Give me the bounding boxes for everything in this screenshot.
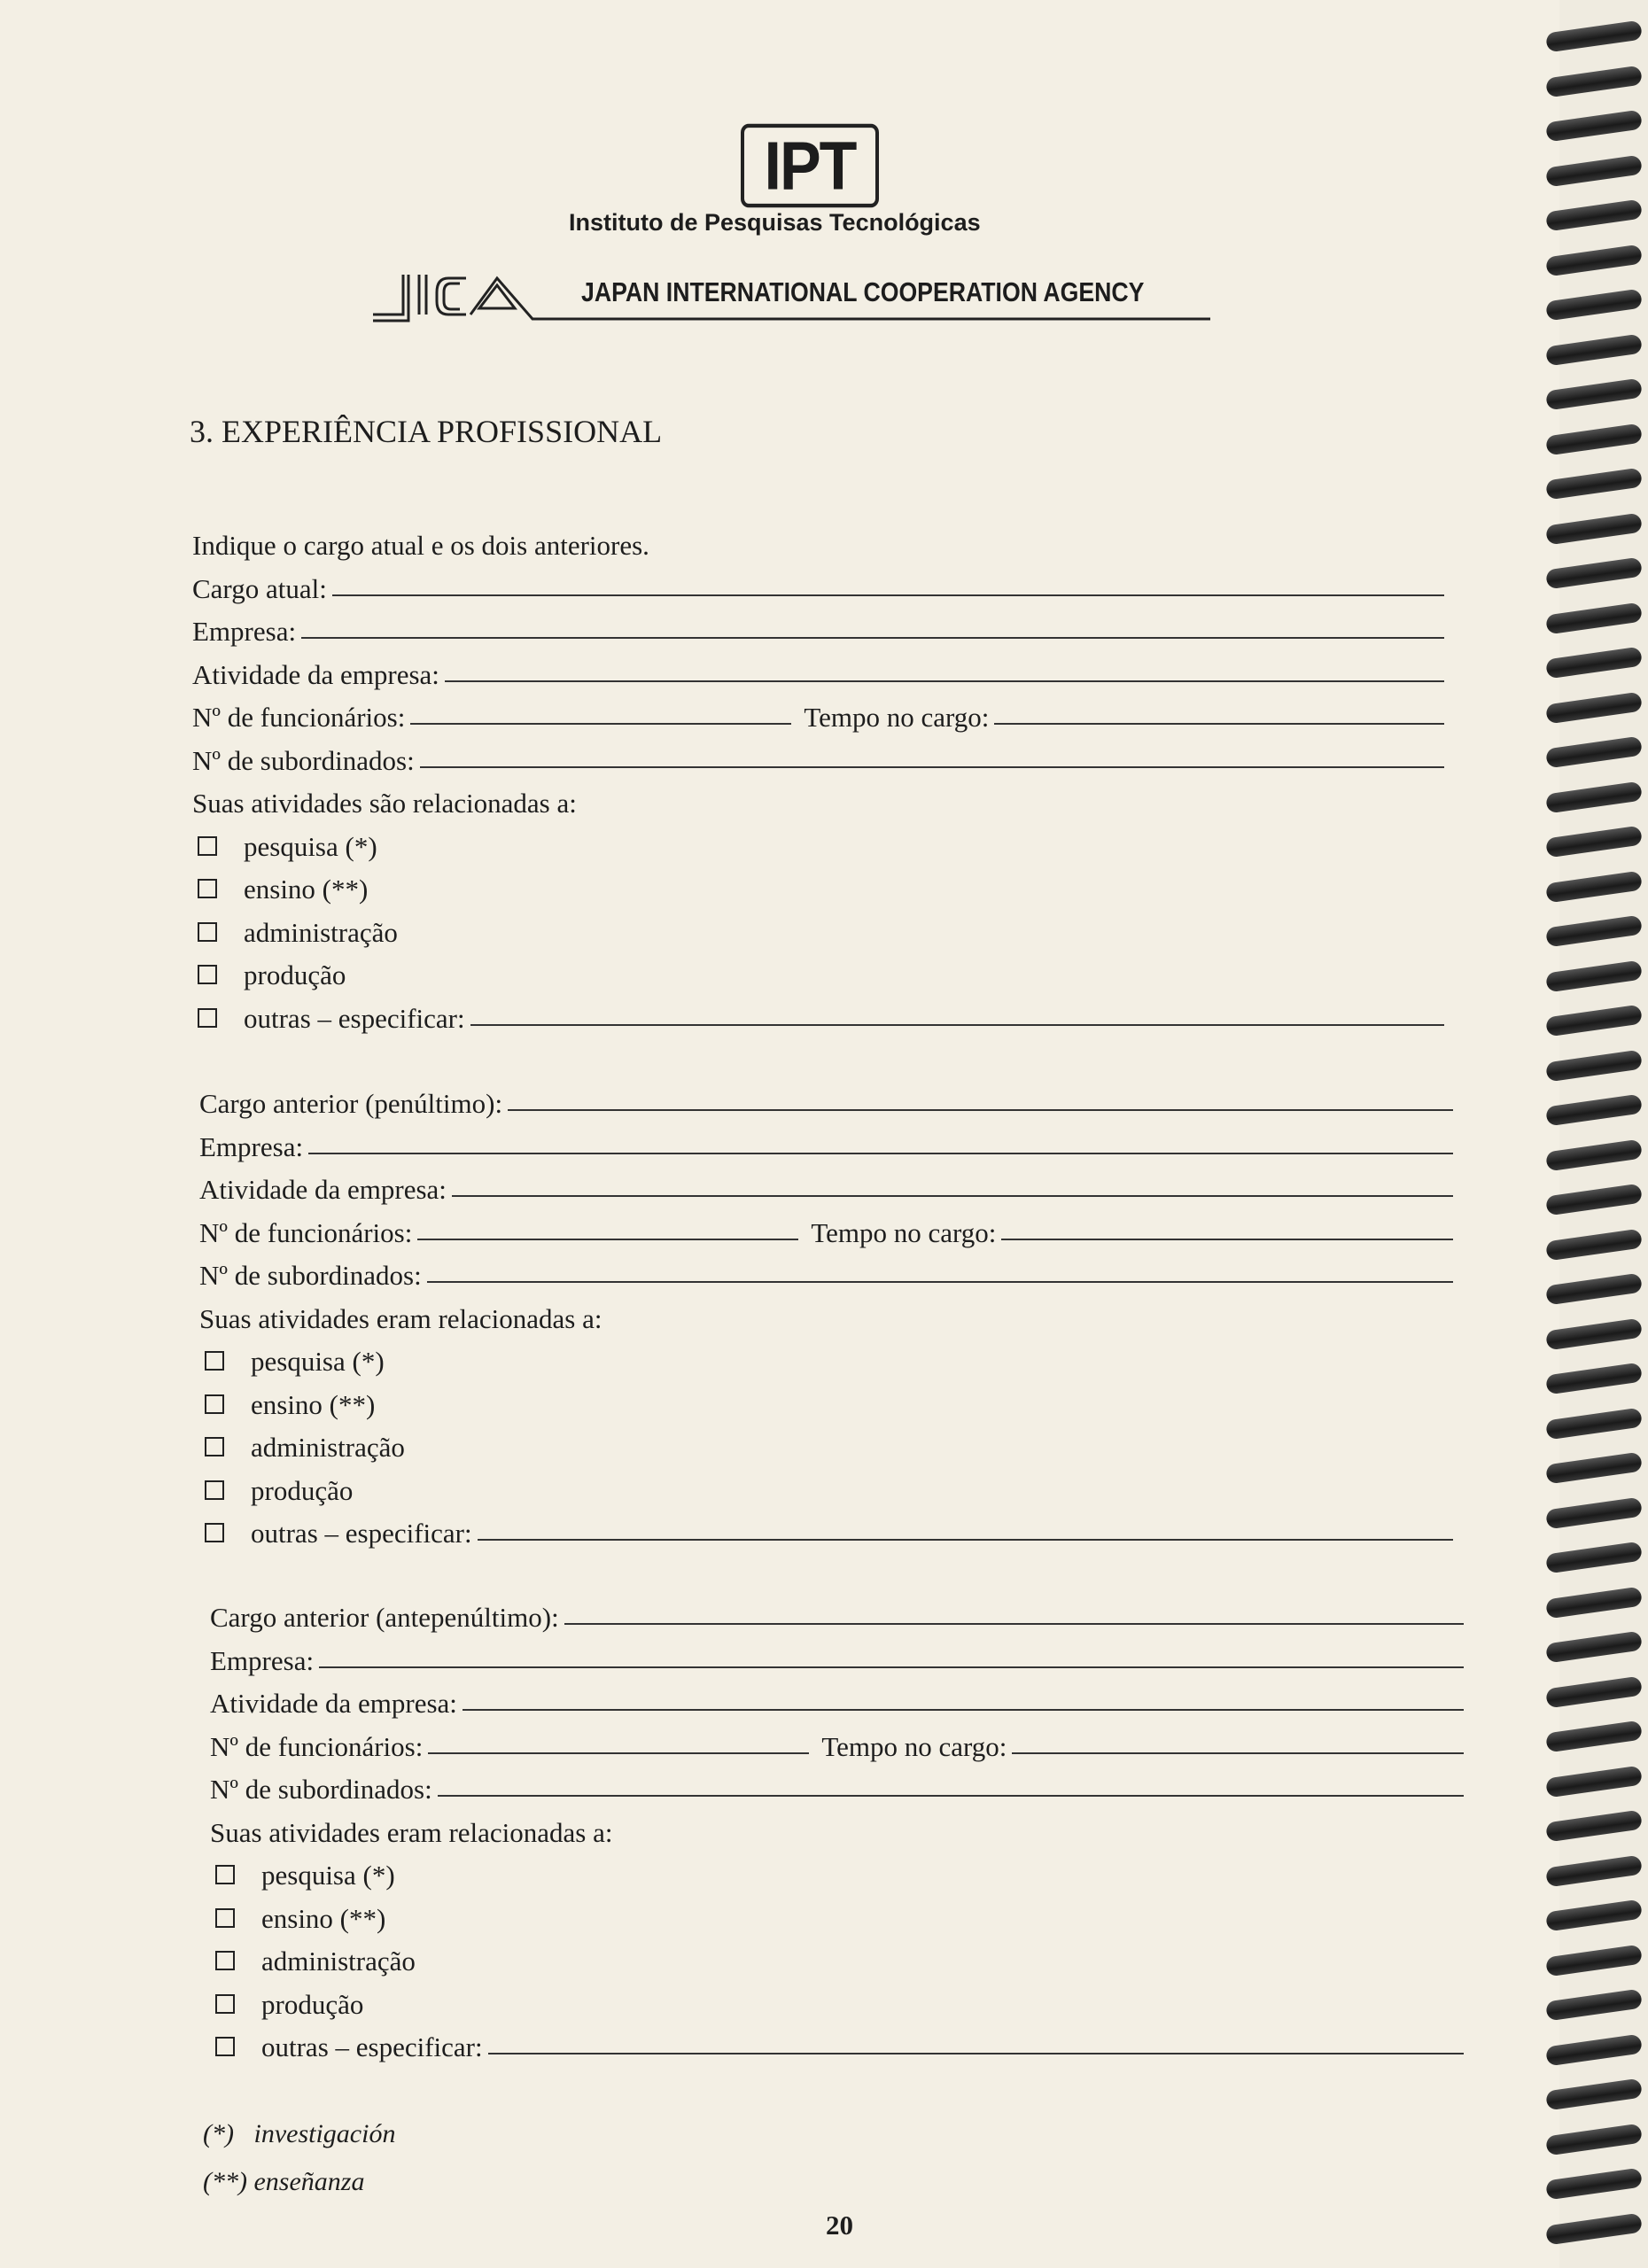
spiral-coil [1545, 1407, 1643, 1440]
spiral-coil [1545, 110, 1643, 143]
spiral-coil [1545, 1138, 1643, 1171]
funcionarios-field [192, 691, 1444, 734]
spiral-coil [1545, 244, 1643, 276]
spiral-coil [1545, 512, 1643, 545]
activity-option[interactable] [215, 1978, 363, 2021]
option-label: outras – especificar: [261, 2031, 483, 2062]
spiral-coil [1545, 378, 1643, 411]
activity-option[interactable] [205, 1335, 385, 1378]
spiral-coil [1545, 2168, 1643, 2201]
field-label: Empresa: [210, 1644, 315, 1676]
checkbox[interactable] [205, 1351, 224, 1371]
spiral-coil [1545, 1049, 1643, 1082]
spiral-coil [1545, 423, 1643, 455]
checkbox[interactable] [198, 836, 217, 856]
activity-option[interactable] [198, 820, 377, 863]
checkbox[interactable] [215, 2037, 235, 2056]
cargo-field-line[interactable] [332, 594, 1444, 596]
subordinados-line[interactable] [420, 766, 1444, 768]
activity-option[interactable] [198, 992, 1444, 1035]
checkbox[interactable] [198, 879, 217, 898]
spiral-coil [1545, 1273, 1643, 1306]
checkbox[interactable] [215, 1865, 235, 1884]
activity-option[interactable] [215, 2021, 1464, 2063]
spiral-coil [1545, 1228, 1643, 1261]
footnote-2 [203, 2167, 364, 2197]
option-label: produção [251, 1474, 354, 1506]
tempo-line[interactable] [994, 723, 1444, 725]
spiral-coil [1545, 1810, 1643, 1843]
intro-text [192, 519, 649, 562]
spiral-coil [1545, 602, 1643, 634]
spiral-coil [1545, 1944, 1643, 1977]
spiral-coil [1545, 1631, 1643, 1664]
ipt-logo: IPT [741, 124, 879, 208]
spiral-coil [1545, 20, 1643, 53]
spiral-coil [1545, 959, 1643, 992]
spiral-coil [1545, 826, 1643, 858]
funcionarios-field [210, 1720, 1464, 1763]
funcionarios-line[interactable] [428, 1752, 809, 1754]
field-label: Tempo no cargo: [821, 1730, 1007, 1762]
spiral-coil [1545, 1720, 1643, 1753]
subordinados-field [199, 1249, 1453, 1292]
field-label: Atividade da empresa: [210, 1688, 457, 1719]
checkbox[interactable] [198, 965, 217, 984]
checkbox[interactable] [198, 1008, 217, 1028]
spiral-coil [1545, 781, 1643, 813]
subordinados-field [192, 734, 1444, 777]
subordinados-field [210, 1763, 1464, 1806]
empresa-field-line[interactable] [319, 1666, 1464, 1668]
activity-option[interactable] [215, 1892, 385, 1935]
empresa-field [192, 605, 1444, 648]
field-label: Nº de funcionários: [192, 702, 406, 733]
field-label: Cargo atual: [192, 572, 327, 604]
spiral-binding [1546, 0, 1648, 2268]
checkbox[interactable] [215, 1994, 235, 2014]
spiral-coil [1545, 1452, 1643, 1485]
specify-line[interactable] [478, 1539, 1453, 1541]
field-label: Suas atividades eram relacionadas a: [199, 1302, 602, 1334]
spiral-coil [1545, 289, 1643, 322]
activity-option[interactable] [205, 1464, 353, 1507]
option-label: ensino (**) [261, 1902, 386, 1934]
field-label: Nº de subordinados: [192, 744, 415, 776]
atividade-field [192, 649, 1444, 691]
field-label: Cargo anterior (antepenúltimo): [210, 1602, 559, 1633]
spiral-coil [1545, 154, 1643, 187]
spiral-coil [1545, 1765, 1643, 1798]
cargo-field [192, 563, 1444, 605]
subordinados-line[interactable] [427, 1281, 1453, 1283]
field-label: Nº de subordinados: [199, 1260, 422, 1291]
funcionarios-line[interactable] [417, 1239, 798, 1240]
activity-option[interactable] [198, 863, 368, 905]
spiral-coil [1545, 2033, 1643, 2066]
field-label: Atividade da empresa: [192, 658, 439, 690]
spiral-coil [1545, 647, 1643, 680]
footnote-text: enseñanza [253, 2167, 365, 2196]
checkbox[interactable] [198, 922, 217, 942]
option-label: ensino (**) [251, 1388, 376, 1420]
activity-option[interactable] [215, 1849, 395, 1891]
footnote-text: investigación [253, 2119, 396, 2148]
activities-question [210, 1806, 612, 1849]
spiral-coil [1545, 1542, 1643, 1574]
field-label: Nº de funcionários: [210, 1730, 424, 1762]
option-label: pesquisa (*) [261, 1860, 395, 1891]
checkbox[interactable] [205, 1523, 224, 1542]
checkbox[interactable] [205, 1394, 224, 1414]
field-label: Tempo no cargo: [811, 1216, 997, 1248]
specify-line[interactable] [488, 2053, 1464, 2054]
option-label: administração [244, 916, 398, 948]
empresa-field [199, 1121, 1453, 1163]
activity-option[interactable] [215, 1935, 416, 1977]
spiral-coil [1545, 1094, 1643, 1127]
cargo-field [199, 1077, 1453, 1120]
field-label: Empresa: [199, 1130, 304, 1162]
atividade-field-line[interactable] [445, 680, 1444, 682]
checkbox[interactable] [205, 1480, 224, 1500]
spiral-coil [1545, 557, 1643, 590]
funcionarios-field [199, 1207, 1453, 1249]
option-label: produção [244, 959, 346, 990]
funcionarios-line[interactable] [410, 723, 791, 725]
option-label: administração [261, 1946, 416, 1977]
checkbox[interactable] [215, 1951, 235, 1970]
page-number: 20 [826, 2210, 853, 2241]
spiral-coil [1545, 1899, 1643, 1932]
spiral-coil [1545, 1184, 1643, 1216]
field-label: Empresa: [192, 616, 297, 647]
footnote-1 [203, 2119, 395, 2149]
option-label: pesquisa (*) [251, 1346, 385, 1377]
empresa-field [210, 1635, 1464, 1677]
option-label: produção [261, 1988, 364, 2020]
intro-label: Indique o cargo atual e os dois anteriores. [192, 530, 649, 561]
field-label: Tempo no cargo: [804, 702, 990, 733]
subordinados-line[interactable] [438, 1795, 1464, 1797]
empresa-field-line[interactable] [308, 1153, 1453, 1154]
cargo-field-line[interactable] [564, 1623, 1464, 1625]
specify-line[interactable] [470, 1024, 1444, 1026]
cargo-field-line[interactable] [508, 1109, 1453, 1111]
spiral-coil [1545, 468, 1643, 501]
field-label: Cargo anterior (penúltimo): [199, 1088, 503, 1119]
spiral-coil [1545, 1989, 1643, 2022]
spiral-coil [1545, 1586, 1643, 1619]
spiral-coil [1545, 2212, 1643, 2245]
activities-question [192, 777, 577, 819]
cargo-field [210, 1591, 1464, 1634]
section-heading: 3. EXPERIÊNCIA PROFISSIONAL [190, 414, 663, 449]
spiral-coil [1545, 870, 1643, 903]
activity-option[interactable] [205, 1507, 1453, 1550]
institute-name: Instituto de Pesquisas Tecnológicas [569, 209, 981, 236]
activity-option[interactable] [205, 1421, 405, 1464]
spiral-coil [1545, 1675, 1643, 1708]
spiral-coil [1545, 1854, 1643, 1887]
atividade-field-line[interactable] [463, 1709, 1464, 1711]
spiral-coil [1545, 333, 1643, 366]
option-label: outras – especificar: [244, 1002, 465, 1034]
spiral-coil [1545, 736, 1643, 769]
jica-name: JAPAN INTERNATIONAL COOPERATION AGENCY [581, 276, 1145, 307]
activity-option[interactable] [198, 949, 346, 991]
spiral-coil [1545, 1496, 1643, 1529]
activities-question [199, 1293, 602, 1335]
checkbox[interactable] [215, 1908, 235, 1928]
field-label: Atividade da empresa: [199, 1174, 447, 1205]
checkbox[interactable] [205, 1437, 224, 1456]
activity-option[interactable] [198, 906, 398, 949]
atividade-field [210, 1677, 1464, 1720]
footnote-mark: (*) [203, 2119, 234, 2148]
tempo-line[interactable] [1001, 1239, 1453, 1240]
field-label: Suas atividades são relacionadas a: [192, 788, 577, 819]
spiral-coil [1545, 1317, 1643, 1350]
atividade-field-line[interactable] [452, 1195, 1453, 1197]
spiral-coil [1545, 1363, 1643, 1395]
spiral-coil [1545, 2123, 1643, 2155]
spiral-coil [1545, 65, 1643, 97]
spiral-coil [1545, 915, 1643, 948]
footnote-mark: (**) [203, 2167, 247, 2196]
option-label: outras – especificar: [251, 1518, 472, 1549]
option-label: ensino (**) [244, 874, 369, 905]
option-label: administração [251, 1432, 405, 1463]
field-label: Nº de subordinados: [210, 1774, 432, 1805]
jica-logo [373, 266, 1215, 328]
activity-option[interactable] [205, 1379, 375, 1421]
field-label: Nº de funcionários: [199, 1216, 413, 1248]
atividade-field [199, 1163, 1453, 1206]
spiral-coil [1545, 199, 1643, 232]
tempo-line[interactable] [1012, 1752, 1464, 1754]
option-label: pesquisa (*) [244, 830, 377, 862]
spiral-coil [1545, 2078, 1643, 2111]
spiral-coil [1545, 1005, 1643, 1037]
spiral-coil [1545, 691, 1643, 724]
field-label: Suas atividades eram relacionadas a: [210, 1816, 613, 1848]
empresa-field-line[interactable] [301, 637, 1444, 639]
